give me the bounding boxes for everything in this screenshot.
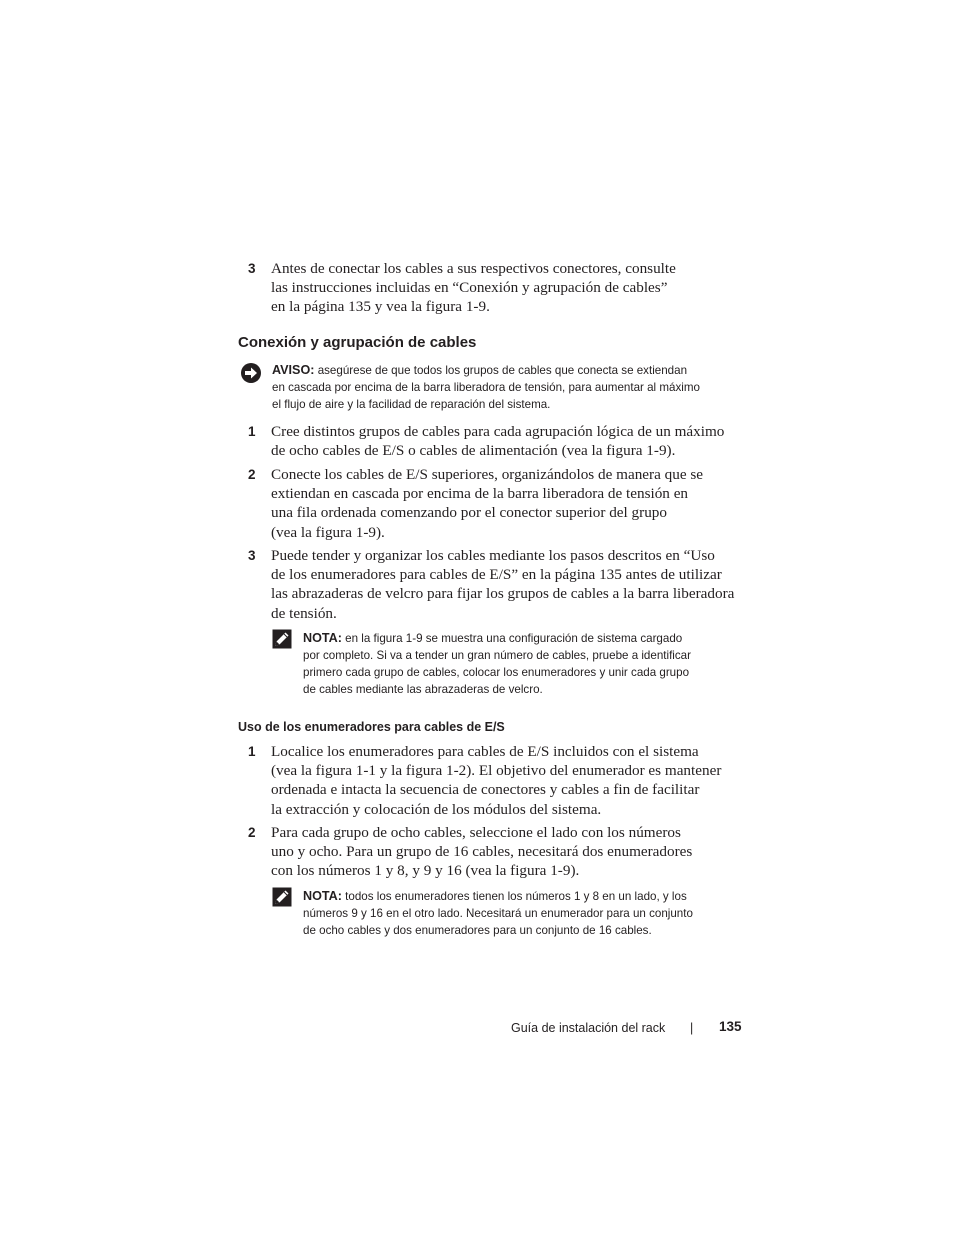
pencil-note-icon [272, 887, 292, 907]
text-line: Conecte los cables de E/S superiores, organizándolos de manera que se [271, 466, 704, 483]
text-line: uno y ocho. Para un grupo de 16 cables, necesitará dos enumeradores [271, 843, 693, 861]
text-line: Antes de conectar los cables a sus respectivos conectores, consulte [271, 260, 676, 277]
notice-label: AVISO: [272, 363, 315, 377]
step-number: 2 [248, 825, 256, 840]
intro-step-number: 3 [248, 261, 256, 276]
note-line: números 9 y 16 en el otro lado. Necesitará un enumerador para un conjunto [303, 907, 693, 920]
text-line: Para cada grupo de ocho cables, seleccione el lado con los números [271, 824, 681, 841]
notice-line: el flujo de aire y la facilidad de reparación del sistema. [272, 398, 551, 411]
text-line: extiendan en cascada por encima de la barra liberadora de tensión en [271, 485, 689, 503]
text-line: las abrazaderas de velcro para fijar los grupos de cables a la barra liberadora [271, 585, 735, 603]
text-line: en la página 135 y vea la figura 1-9. [271, 298, 490, 316]
text-line: de los enumeradores para cables de E/S” en la página 135 antes de utilizar [271, 566, 722, 584]
note-line-text: todos los enumeradores tienen los números 1 y 8 en un lado, y los [345, 890, 687, 903]
step-number: 1 [248, 424, 256, 439]
step-text [271, 465, 741, 542]
step-number: 2 [248, 467, 256, 482]
subsection-heading: Uso de los enumeradores para cables de E/S [238, 720, 505, 734]
note-line-text: en la figura 1-9 se muestra una configuración de sistema cargado [345, 632, 683, 645]
note-label: NOTA: [303, 889, 342, 903]
note-line [303, 630, 691, 647]
notice-line: en cascada por encima de la barra liberadora de tensión, para aumentar al máximo [272, 381, 700, 394]
step-text [271, 823, 741, 881]
notice-arrow-icon [240, 362, 262, 384]
step-number: 1 [248, 744, 256, 759]
pencil-note-icon [272, 629, 292, 649]
page-number: 135 [719, 1019, 742, 1034]
intro-step-text [271, 259, 741, 317]
notice-text [272, 362, 700, 413]
text-line: (vea la figura 1-9). [271, 523, 385, 541]
notice-line [272, 362, 700, 379]
note-text [303, 630, 691, 698]
note-text [303, 888, 693, 939]
text-line: de ocho cables de E/S o cables de alimentación (vea la figura 1-9). [271, 442, 676, 460]
text-line: ordenada e intacta la secuencia de conectores y cables a fin de facilitar [271, 781, 700, 799]
note-label: NOTA: [303, 631, 342, 645]
section-heading: Conexión y agrupación de cables [238, 334, 477, 351]
notice-line-text: asegúrese de que todos los grupos de cables que conecta se extiendan [317, 364, 688, 377]
step-text [271, 422, 741, 460]
text-line: (vea la figura 1-1 y la figura 1-2). El objetivo del enumerador es mantener [271, 762, 722, 780]
note-line: de cables mediante las abrazaderas de velcro. [303, 683, 543, 696]
text-line: con los números 1 y 8, y 9 y 16 (vea la figura 1-9). [271, 862, 580, 880]
text-line: una fila ordenada comenzando por el conector superior del grupo [271, 504, 667, 522]
text-line: Puede tender y organizar los cables mediante los pasos descritos en “Uso [271, 547, 715, 564]
footer-title: Guía de instalación del rack [511, 1021, 666, 1035]
step-text [271, 546, 741, 623]
step-text [271, 742, 741, 819]
note-line: de ocho cables y dos enumeradores para un conjunto de 16 cables. [303, 924, 652, 937]
step-number: 3 [248, 548, 256, 563]
note-line [303, 888, 693, 905]
note-line: por completo. Si va a tender un gran número de cables, pruebe a identificar [303, 649, 691, 662]
text-line: de tensión. [271, 604, 337, 622]
note-line: primero cada grupo de cables, colocar los enumeradores y unir cada grupo [303, 666, 690, 679]
text-line: Localice los enumeradores para cables de E/S incluidos con el sistema [271, 743, 699, 760]
text-line: las instrucciones incluidas en “Conexión y agrupación de cables” [271, 279, 668, 297]
footer-separator: | [690, 1021, 694, 1035]
text-line: Cree distintos grupos de cables para cada agrupación lógica de un máximo [271, 423, 725, 440]
text-line: la extracción y colocación de los módulos del sistema. [271, 800, 602, 818]
